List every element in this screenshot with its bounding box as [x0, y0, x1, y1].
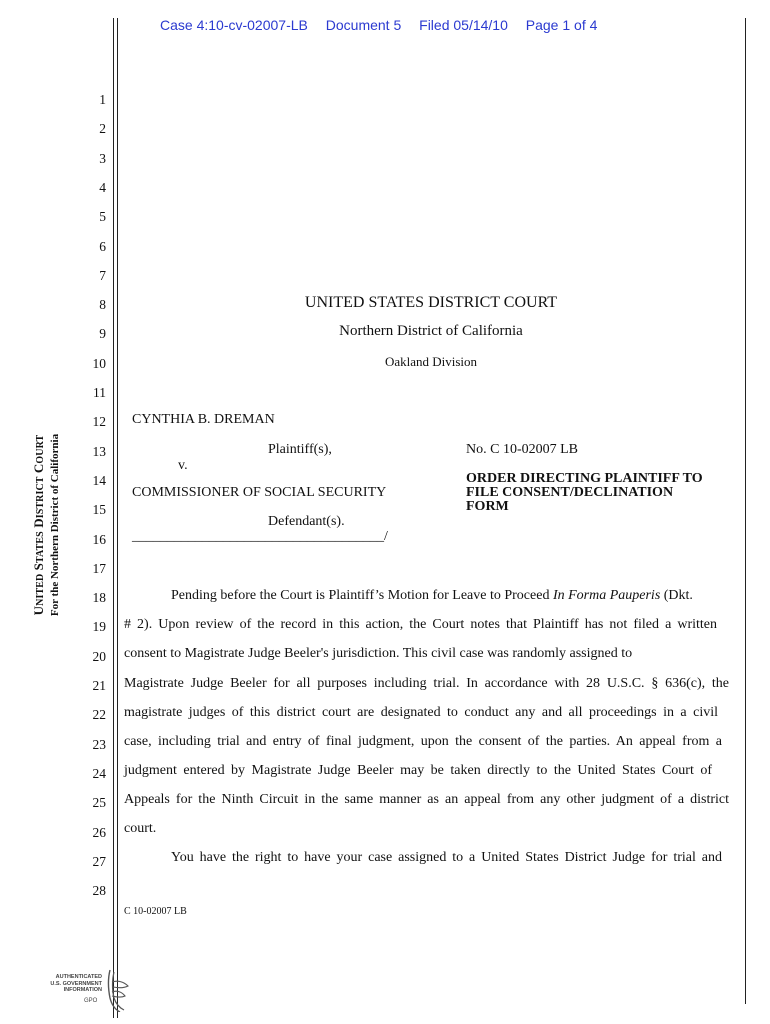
plaintiff-name: CYNTHIA B. DREMAN	[132, 412, 275, 427]
body-line-22: magistrate judges of this district court are designated to conduct any and all proceedings in a civil	[124, 705, 718, 720]
header-case-number: Case 4:10-cv-02007-LB	[160, 17, 308, 33]
body-line-18-italic: In Forma Pauperis	[552, 588, 661, 603]
order-title-line-2: FILE CONSENT/DECLINATION	[466, 485, 674, 500]
body-line-25: Appeals for the Ninth Circuit in the same manner as an appeal from any other judgment of a district	[124, 792, 729, 807]
body-line-18-a: Pending before the Court is Plaintiff’s Motion for Leave to Proceed	[171, 588, 553, 603]
gpo-authentication-seal	[40, 968, 135, 1012]
line-number: 5	[99, 209, 106, 225]
line-number: 6	[99, 238, 106, 254]
body-line-24: judgment entered by Magistrate Judge Beeler may be taken directly to the United States Court of	[124, 763, 712, 778]
right-margin-rule	[745, 18, 746, 1004]
line-number: 23	[92, 736, 106, 752]
line-number: 17	[92, 560, 106, 576]
line-number: 25	[92, 795, 106, 811]
body-line-18-b: (Dkt.	[660, 588, 693, 603]
body-line-19: # 2). Upon review of the record in this action, the Court notes that Plaintiff has not filed a written	[124, 617, 717, 632]
line-number: 26	[92, 824, 106, 840]
header-page: Page 1 of 4	[525, 17, 598, 33]
line-number: 20	[92, 648, 106, 664]
ecf-header	[160, 17, 611, 33]
line-number: 12	[92, 414, 106, 430]
seal-text: AUTHENTICATED U.S. GOVERNMENT INFORMATION	[50, 974, 102, 993]
line-number: 13	[92, 443, 106, 459]
defendant-role: Defendant(s).	[268, 514, 345, 529]
order-title-line-1: ORDER DIRECTING PLAINTIFF TO	[466, 471, 703, 486]
line-number: 18	[92, 590, 106, 606]
body-line-18	[171, 589, 732, 603]
body-line-21: Magistrate Judge Beeler for all purposes including trial. In accordance with 28 U.S.C. § 636(c), the	[124, 676, 729, 691]
line-number: 1	[99, 92, 106, 107]
versus: v.	[178, 458, 188, 473]
line-number: 21	[92, 678, 106, 693]
body-line-20: consent to Magistrate Judge Beeler's jurisdiction. This civil case was randomly assigned to	[124, 646, 633, 661]
order-title-line-3: FORM	[466, 499, 509, 514]
court-name: UNITED STATES DISTRICT COURT	[304, 294, 558, 311]
line-number: 14	[92, 472, 106, 488]
line-number: 8	[99, 297, 106, 313]
line-number: 15	[92, 502, 106, 518]
court-division: Oakland Division	[384, 354, 478, 369]
line-number: 7	[99, 267, 106, 283]
case-number: No. C 10-02007 LB	[466, 442, 578, 457]
court-side-label-line-1: UNITED STATES DISTRICT COURT	[31, 434, 46, 616]
defendant-name: COMMISSIONER OF SOCIAL SECURITY	[132, 485, 387, 500]
court-side-label	[31, 410, 61, 640]
line-number: 19	[92, 619, 106, 635]
eagle-seal-icon	[104, 968, 134, 1012]
line-number: 4	[99, 179, 106, 195]
court-district: Northern District of California	[339, 323, 523, 339]
line-number: 24	[92, 765, 106, 781]
line-number: 28	[92, 883, 106, 899]
left-margin-rule-2	[117, 18, 118, 1018]
body-line-26: court.	[124, 821, 157, 836]
line-number: 9	[99, 326, 106, 342]
line-number: 3	[99, 150, 106, 166]
line-number: 10	[92, 355, 106, 371]
line-number: 27	[92, 853, 106, 869]
caption-signature-line: ____________________________________/	[132, 529, 388, 544]
left-margin-rule-1	[113, 18, 114, 1018]
line-number: 11	[93, 385, 106, 400]
body-line-23: case, including trial and entry of final judgment, upon the consent of the parties. An appeal from a	[124, 734, 722, 749]
footer-case-number: C 10-02007 LB	[124, 906, 187, 917]
court-side-label-line-2: For the Northern District of California	[49, 433, 61, 617]
body-line-27: You have the right to have your case assigned to a United States District Judge for trial and	[171, 850, 722, 865]
line-number: 22	[92, 707, 106, 723]
seal-gpo: GPO	[84, 998, 98, 1004]
plaintiff-role: Plaintiff(s),	[268, 442, 332, 457]
line-number: 2	[99, 121, 106, 137]
header-filed-date: Filed 05/14/10	[419, 17, 508, 33]
line-number: 16	[92, 531, 106, 547]
header-document: Document 5	[325, 17, 402, 33]
